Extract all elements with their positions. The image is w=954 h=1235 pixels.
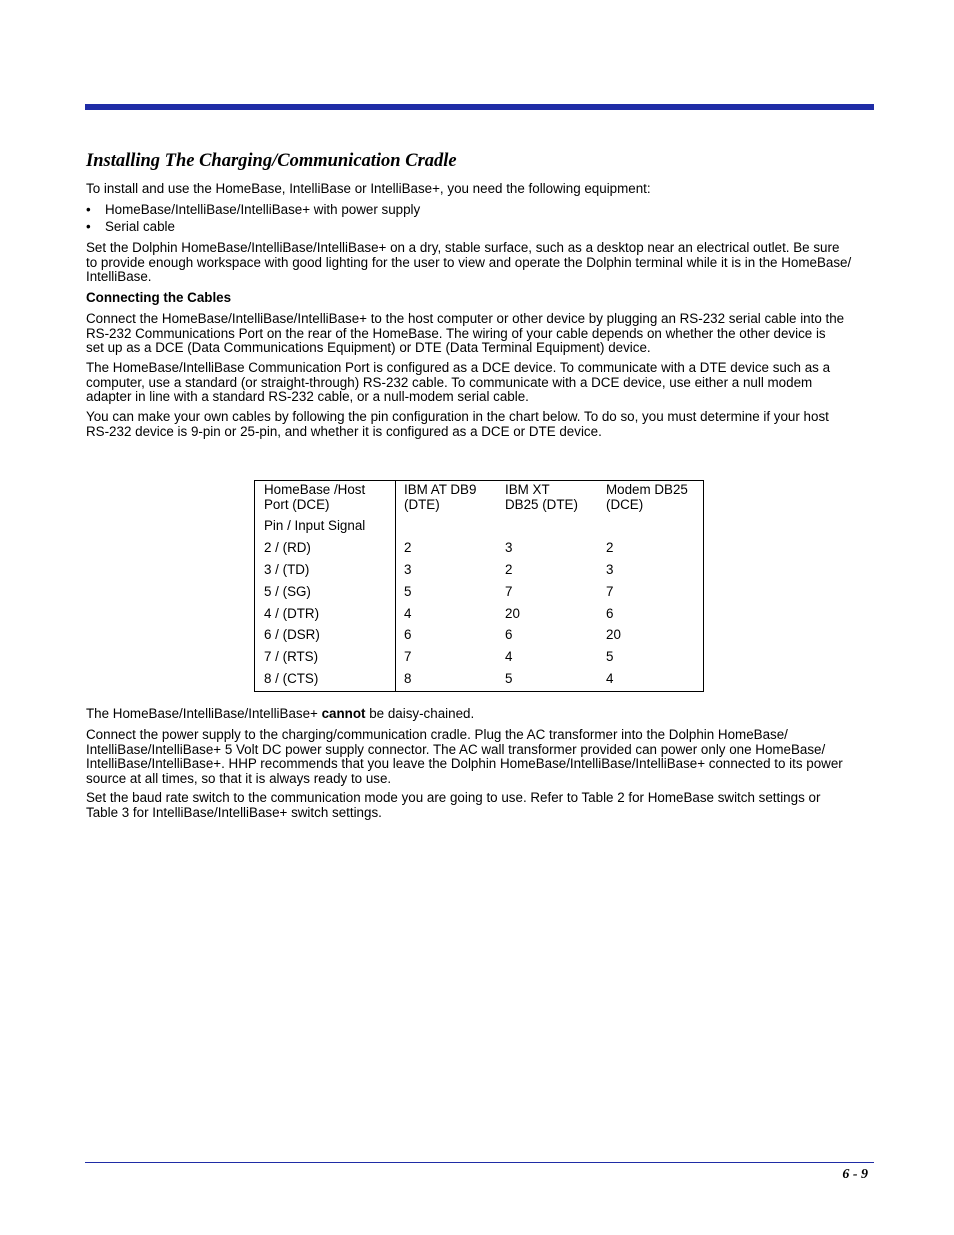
cables-heading: Connecting the Cables [86, 290, 232, 305]
table-cell: 6 [505, 627, 513, 642]
equipment-list [86, 203, 420, 237]
intro-text: To install and use the HomeBase, IntelliBase or IntelliBase+, you need the following equipment: [86, 181, 651, 196]
table-cell: 2 [404, 540, 412, 555]
list-item: • HomeBase/IntelliBase/IntelliBase+ with power supply [86, 202, 421, 217]
table-cell: 5 [505, 671, 513, 686]
power-paragraph: Connect the power supply to the charging/communication cradle. Plug the AC transformer into the Dolphin HomeBase/ IntelliBase/IntelliBase+ 5 Volt DC power supply connector. The AC wall transformer provided can power only one HomeBase/ IntelliBase/IntelliBase+. HHP recommends that you leave the Dolphin HomeBase/IntelliBase/IntelliBase+ connected to its power source at all times, so that it is always ready to use. [86, 727, 843, 786]
table-cell: 5 / (SG) [264, 584, 311, 599]
header-rule [85, 104, 874, 110]
table-cell: 7 [606, 584, 614, 599]
table-cell: 7 [505, 584, 513, 599]
bullet-icon: • [86, 202, 91, 217]
table-cell: 4 [606, 671, 614, 686]
table-cell: 3 [404, 562, 412, 577]
table-cell: 2 / (RD) [264, 540, 311, 555]
table-cell: 2 [606, 540, 614, 555]
table-cell: 7 / (RTS) [264, 649, 319, 664]
table-cell: 3 / (TD) [264, 562, 310, 577]
pin-configuration-table [254, 480, 704, 692]
table-header: HomeBase /Host Port (DCE) [264, 482, 366, 512]
table-cell: 8 / (CTS) [264, 671, 319, 686]
table-header: IBM AT DB9 (DTE) [404, 482, 477, 512]
table-cell: 7 [404, 649, 412, 664]
setup-paragraph: Set the Dolphin HomeBase/IntelliBase/IntelliBase+ on a dry, stable surface, such as a desktop near an electrical outlet. Be sure to provide enough workspace with good lighting for the user to view and operate the Dolphin terminal while it is in the HomeBase/ IntelliBase. [86, 240, 852, 284]
table-cell: 8 [404, 671, 412, 686]
cables-paragraph-1: Connect the HomeBase/IntelliBase/IntelliBase+ to the host computer or other device by plugging an RS-232 serial cable into the RS-232 Communications Port on the rear of the HomeBase. The wiring of your cable depends on whether the other device is set up as a DCE (Data Communications Equipment) or DTE (Data Terminal Equipment) device. [86, 311, 845, 355]
table-header: IBM XT DB25 (DTE) [505, 482, 578, 512]
table-cell: 20 [606, 627, 621, 642]
daisy-chain-note: The HomeBase/IntelliBase/IntelliBase+ cannot be daisy-chained. [86, 706, 475, 721]
cables-paragraph-2: The HomeBase/IntelliBase Communication Port is configured as a DCE device. To communicate with a DTE device such as a computer, use a standard (or straight-through) RS-232 cable. To communicate with a DCE device, use either a null modem adapter in line with a standard RS-232 cable, or a null-modem serial cable. [86, 360, 831, 404]
table-cell: 5 [404, 584, 412, 599]
column-divider [395, 481, 396, 691]
table-cell: 4 [404, 606, 412, 621]
table-header: Modem DB25 (DCE) [606, 482, 688, 512]
footer-rule [85, 1162, 874, 1163]
table-subheader: Pin / Input Signal [264, 518, 366, 533]
table-cell: 6 / (DSR) [264, 627, 320, 642]
table-cell: 4 [505, 649, 513, 664]
table-cell: 6 [606, 606, 614, 621]
table-cell: 5 [606, 649, 614, 664]
list-item: • Serial cable [86, 219, 175, 234]
baud-paragraph: Set the baud rate switch to the communication mode you are going to use. Refer to Table 2 for HomeBase switch settings or Table 3 for IntelliBase/IntelliBase+ switch settings. [86, 790, 821, 820]
table-cell: 4 / (DTR) [264, 606, 320, 621]
cables-paragraph-3: You can make your own cables by following the pin configuration in the chart below. To do so, you must determine if your host RS-232 device is 9-pin or 25-pin, and whether it is configured as a DCE or DTE device. [86, 409, 829, 439]
table-cell: 3 [505, 540, 513, 555]
bullet-icon: • [86, 219, 91, 234]
page-number: 6 - 9 [842, 1167, 868, 1182]
section-title: Installing The Charging/Communication Cradle [86, 151, 457, 171]
table-cell: 6 [404, 627, 412, 642]
table-cell: 20 [505, 606, 520, 621]
table-cell: 3 [606, 562, 614, 577]
table-cell: 2 [505, 562, 513, 577]
